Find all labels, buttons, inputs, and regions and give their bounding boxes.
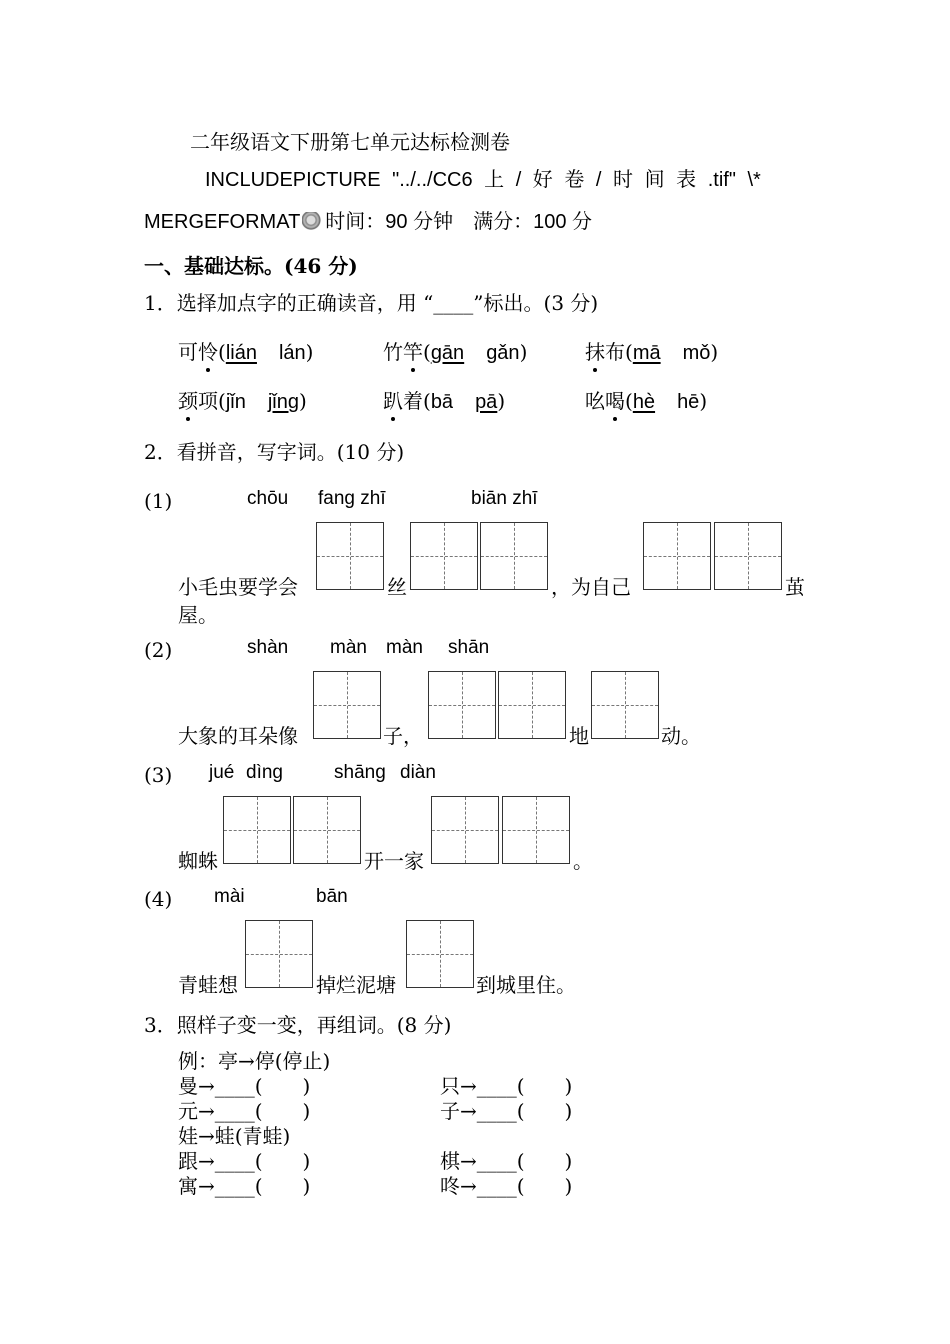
q1-item-5: 趴着(bā pā) [383, 385, 505, 414]
pinyin: fang zhī [318, 488, 386, 509]
sentence-text: 小毛虫要学会 [178, 575, 298, 599]
writing-grid[interactable] [431, 796, 499, 864]
q3-blank[interactable]: 子→____( ) [440, 1099, 573, 1123]
sentence-text: 到城里住。 [476, 973, 576, 997]
pinyin: mài [214, 886, 245, 907]
sentence-text: ，为自己 [551, 575, 631, 599]
merge-line [144, 205, 592, 234]
pinyin: dìng [246, 762, 283, 783]
writing-grid[interactable] [245, 920, 313, 988]
sentence-text: 大象的耳朵像 [178, 724, 298, 748]
q3-blank[interactable]: 寓→____( ) [178, 1174, 311, 1198]
pinyin: jué [209, 762, 235, 783]
q2-sub-1-number: (1) [144, 489, 173, 513]
q3-blank[interactable]: 咚→____( ) [440, 1174, 573, 1198]
q1-item-1: 可怜(lián lán) [178, 336, 313, 365]
writing-grid[interactable] [410, 522, 478, 590]
q1-item-2: 竹竿(gān gǎn) [383, 336, 527, 365]
q1-item-4: 颈项(jǐn jǐng) [178, 385, 307, 414]
q3-blank[interactable]: 棋→____( ) [440, 1149, 573, 1173]
example-1: 例：亭→停(停止) [178, 1049, 331, 1073]
sentence-text: 青蛙想 [178, 973, 238, 997]
mergeformat-text: MERGEFORMAT [144, 211, 301, 233]
writing-grid[interactable] [428, 671, 496, 739]
writing-grid[interactable] [502, 796, 570, 864]
pinyin: màn [386, 637, 423, 658]
section-heading: 一、基础达标。(46 分) [144, 254, 358, 278]
writing-grid[interactable] [406, 920, 474, 988]
q3-blank[interactable]: 只→____( ) [440, 1074, 573, 1098]
writing-grid[interactable] [643, 522, 711, 590]
pinyin: chōu [247, 488, 289, 509]
sentence-text: 开一家 [364, 849, 424, 873]
include-picture-field: INCLUDEPICTURE "../../CC6 上 / 好 卷 / 时 间 表 .tif" \* [205, 169, 761, 191]
writing-grid[interactable] [313, 671, 381, 739]
sentence-text: 掉烂泥塘 [316, 973, 396, 997]
writing-grid[interactable] [591, 671, 659, 739]
sentence-text: 丝 [387, 575, 407, 599]
question-2-prompt: 2．看拼音，写字词。(10 分) [144, 440, 405, 464]
question-3-prompt: 3．照样子变一变，再组词。(8 分) [144, 1013, 452, 1037]
example-2: 娃→蛙(青蛙) [178, 1124, 291, 1148]
clock-image-icon [302, 212, 322, 230]
sentence-text: 动。 [661, 724, 701, 748]
q3-blank[interactable]: 元→____( ) [178, 1099, 311, 1123]
writing-grid[interactable] [714, 522, 782, 590]
page-title: 二年级语文下册第七单元达标检测卷 [190, 130, 510, 154]
sentence-text: 地 [569, 724, 589, 748]
pinyin: diàn [400, 762, 436, 783]
q2-sub-4-number: (4) [144, 887, 173, 911]
pinyin: biān zhī [471, 488, 538, 509]
writing-grid[interactable] [223, 796, 291, 864]
sentence-text: 蜘蛛 [178, 849, 218, 873]
q1-item-6: 吆喝(hè hē) [585, 385, 707, 414]
sentence-text: 子， [383, 724, 423, 748]
q2-sub-3-number: (3) [144, 763, 173, 787]
writing-grid[interactable] [293, 796, 361, 864]
q3-blank[interactable]: 跟→____( ) [178, 1149, 311, 1173]
sentence-text: 屋。 [178, 603, 218, 627]
pinyin: shāng [334, 762, 386, 783]
q1-item-3: 抹布(mā mǒ) [585, 336, 718, 365]
q2-sub-2-number: (2) [144, 638, 173, 662]
question-1-prompt: 1．选择加点字的正确读音，用 “____”标出。(3 分) [144, 291, 599, 315]
writing-grid[interactable] [316, 522, 384, 590]
writing-grid[interactable] [498, 671, 566, 739]
sentence-text: 茧 [785, 575, 805, 599]
pinyin: shàn [247, 637, 289, 658]
writing-grid[interactable] [480, 522, 548, 590]
pinyin: màn [330, 637, 367, 658]
time-score-info: 时间：90 分钟 满分：100 分 [325, 211, 593, 233]
pinyin: shān [448, 637, 490, 658]
q3-blank[interactable]: 曼→____( ) [178, 1074, 311, 1098]
sentence-text: 。 [573, 849, 593, 873]
pinyin: bān [316, 886, 348, 907]
